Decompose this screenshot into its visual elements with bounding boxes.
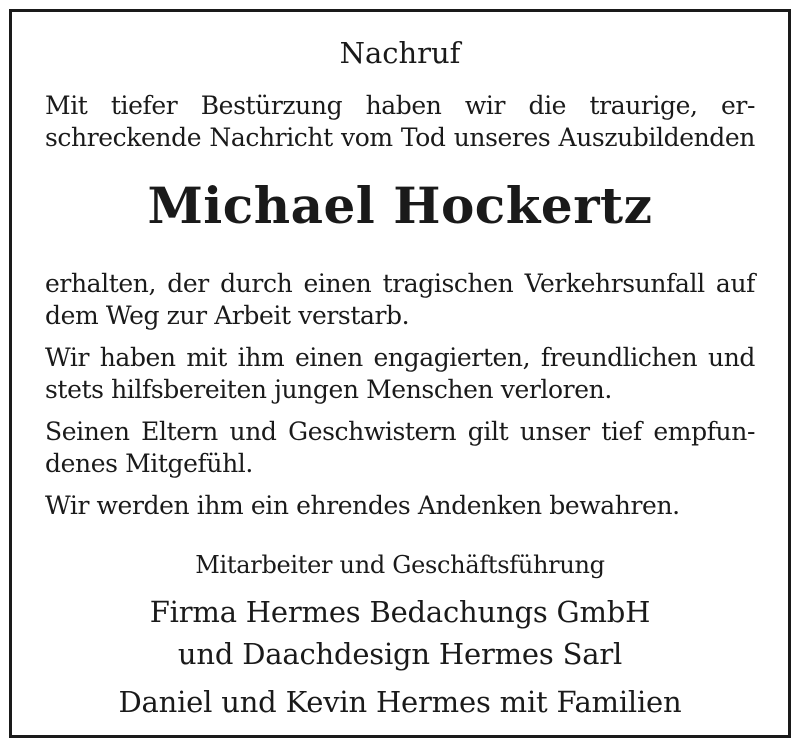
obituary-notice — [9, 9, 791, 738]
intro-line-2: schreckende Nachricht vom Tod unseres Auszubildenden — [45, 123, 755, 152]
paragraph-3-line-1: Seinen Eltern und Geschwistern gilt unser tief empfun- — [45, 417, 755, 446]
paragraph-2-line-2: stets hilfsbereiten jungen Menschen verloren. — [45, 375, 612, 404]
signature-company-1: Firma Hermes Bedachungs GmbH — [149, 595, 651, 629]
deceased-name: Michael Hockertz — [147, 176, 653, 235]
paragraph-4-line-1: Wir werden ihm ein ehrendes Andenken bewahren. — [45, 491, 680, 520]
signature-company-2: und Daachdesign Hermes Sarl — [177, 637, 623, 671]
notice-title: Nachruf — [339, 36, 461, 70]
paragraph-1-line-2: dem Weg zur Arbeit verstarb. — [45, 301, 410, 330]
signature-staff-line: Mitarbeiter und Geschäftsführung — [195, 551, 605, 579]
paragraph-1-line-1: erhalten, der durch einen tragischen Verkehrsunfall auf — [45, 269, 755, 298]
paragraph-2-line-1: Wir haben mit ihm einen engagierten, freundlichen und — [45, 343, 755, 372]
intro-line-1: Mit tiefer Bestürzung haben wir die traurige, er- — [45, 91, 755, 120]
paragraph-3-line-2: denes Mitgefühl. — [45, 449, 253, 478]
signature-family: Daniel und Kevin Hermes mit Familien — [118, 685, 682, 719]
